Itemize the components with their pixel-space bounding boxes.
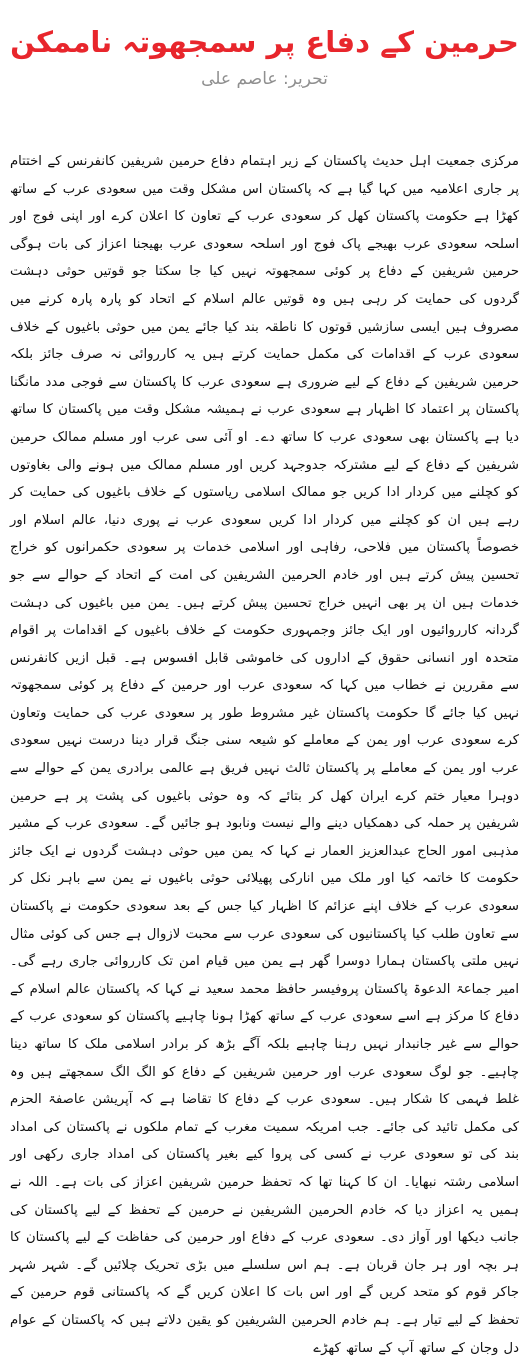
article-byline: تحریر: عاصم علی (201, 69, 328, 89)
article-body (10, 148, 519, 1362)
article-headline: حرمین کے دفاع پر سمجھوتہ ناممکن (10, 25, 519, 59)
article-paragraph: مرکزی جمعیت اہل حدیث پاکستان کے زیر اہتمام دفاع حرمین شریفین کانفرنس کے اختتام پر جاری اعلامیہ میں کہا گیا ہے کہ پاکستان اس مشکل وقت میں سعودی عرب کے ساتھ کھڑا ہے حکومت پاکستان کھل کر سعودی عرب کے تعاون کا اعلان کرے اور اپنی فوج اور اسلحہ سعودی عرب بھیجے پاک فوج اور اسلحہ سعودی عرب بھیجنا اعزاز کی بات ہوگی حرمین شریفین کے دفاع پر کوئی سمجھوتہ نہیں کیا جا سکتا جو قوتیں حوثی دہشت گردوں کی حمایت کر رہی ہیں وہ قوتیں عالم اسلام کے اتحاد کو پارہ پارہ کرنے میں مصروف ہیں ایسی سازشیں قوتوں کا ناطقہ بند کیا جائے یمن میں حوثی باغیوں کے خلاف سعودی عرب کے اقدامات کی مکمل حمایت کرتے ہیں یہ کارروائی نہ صرف جائز بلکہ حرمین شریفین کے دفاع کے لیے ضروری ہے سعودی عرب کا پاکستان سے فوجی مدد مانگنا پاکستان پر اعتماد کا اظہار ہے سعودی عرب نے ہمیشہ مشکل وقت میں پاکستان کا ساتھ دیا ہے پاکستان بھی سعودی عرب کا ساتھ دے۔ او آئی سی عرب اور مسلم ممالک حرمین شریفین کے دفاع کے لیے مشترکہ جدوجہد کریں اور مسلم ممالک میں ہونے والی بغاوتوں کو کچلنے میں کردار ادا کریں جو ممالک اسلامی ریاستوں کے خلاف باغیوں کی حمایت کر رہے ہیں ان کو کچلنے میں کردار ادا کریں سعودی عرب نے پوری دنیا، عالم اسلام اور خصوصاً پاکستان میں فلاحی، رفاہی اور اسلامی خدمات پر سعودی حکمرانوں کو خراج تحسین پیش کرتے ہیں اور خادم الحرمین الشریفین کی امت کے اتحاد کے حوالے سے جو خدمات ہیں ان پر بھی انہیں خراج تحسین پیش کرتے ہیں۔ یمن میں باغیوں کی دہشت گردانہ کارروائیوں اور ایک جائز وجمہوری حکومت کے خلاف باغیوں کے اقدامات پر اقوام متحدہ اور انسانی حقوق کے اداروں کی خاموشی قابل افسوس ہے۔ قبل ازیں کانفرنس سے مقررین نے خطاب میں کہا کہ سعودی عرب اور حرمین کے دفاع پر کوئی سمجھوتہ نہیں کیا جائے گا حکومت پاکستان غیر مشروط طور پر سعودی عرب کی حمایت وتعاون کرے سعودی عرب اور یمن کے معاملے کو شیعہ سنی جنگ قرار دینا درست نہیں سعودی عرب اور یمن کے معاملے پر پاکستان ثالث نہیں فریق ہے عالمی برادری یمن کے حوالے سے دوہرا معیار ختم کرے ایران کھل کر بتائے کہ وہ حوثی باغیوں کی پشت پر ہے حرمین شریفین پر حملہ کی دھمکیاں دینے والے نیست ونابود ہو جائیں گے۔ سعودی عرب کے مشیر مذہبی امور الحاج عبدالعزیز العمار نے کہا کہ یمن میں حوثی دہشت گردوں نے ایک جائز حکومت کا خاتمہ کیا اور ملک میں انارکی پھیلائی حوثی باغیوں نے یمن سے باہر نکل کر سعودی عرب کے خلاف اپنے عزائم کا اظہار کیا جس کے بعد سعودی حکومت نے پاکستان سے تعاون طلب کیا پاکستانیوں کی سعودی عرب سے محبت لازوال ہے جس کی کوئی مثال نہیں ملتی پاکستان ہمارا دوسرا گھر ہے یمن میں قیام امن تک کارروائی جاری رہے گی۔ امیر جماعۃ الدعوۃ پاکستان پروفیسر حافظ محمد سعید نے کہا کہ پاکستان عالم اسلام کے دفاع کا مرکز ہے اسے سعودی عرب کے ساتھ کھڑا ہونا چاہیے پاکستان کو سعودی عرب کے حوالے سے غیر جانبدار نہیں رہنا چاہیے بلکہ آگے بڑھ کر برادر اسلامی ملک کا ساتھ دینا چاہیے۔ جو لوگ سعودی عرب اور حرمین شریفین کے دفاع کو الگ الگ سمجھتے ہیں وہ غلط فہمی کا شکار ہیں۔ سعودی عرب کے دفاع کا تقاضا ہے کہ آپریشن عاصفۃ الحزم کی مکمل تائید کی جائے۔ جب امریکہ سمیت مغرب کے تمام ملکوں نے پاکستان کی امداد بند کی تو سعودی عرب نے کسی کی پروا کیے بغیر پاکستان کی امداد جاری رکھی اور اسلامی رشتہ نبھایا۔ ان کا کہنا تھا کہ تحفظ حرمین شریفین اعزاز کی بات ہے۔ اللہ نے ہمیں یہ اعزاز دیا کہ خادم الحرمین الشریفین نے حرمین کے تحفظ کے لیے پاکستان کی جانب دیکھا اور آواز دی۔ سعودی عرب کے دفاع اور حرمین کی حفاظت کے لیے پاکستان کا ہر بچہ اور ہر جان قربان ہے۔ ہم اس سلسلے میں بڑی تحریک چلائیں گے۔ شہر شہر جاکر قوم کو متحد کریں گے اور اس بات کا اعلان کریں گے کہ پاکستانی قوم حرمین کے تحفظ کے لیے تیار ہے۔ ہم خادم الحرمین الشریفین کو یقین دلاتے ہیں کہ پاکستان کے عوام دل وجان کے ساتھ آپ کے ساتھ کھڑے (10, 154, 519, 1356)
